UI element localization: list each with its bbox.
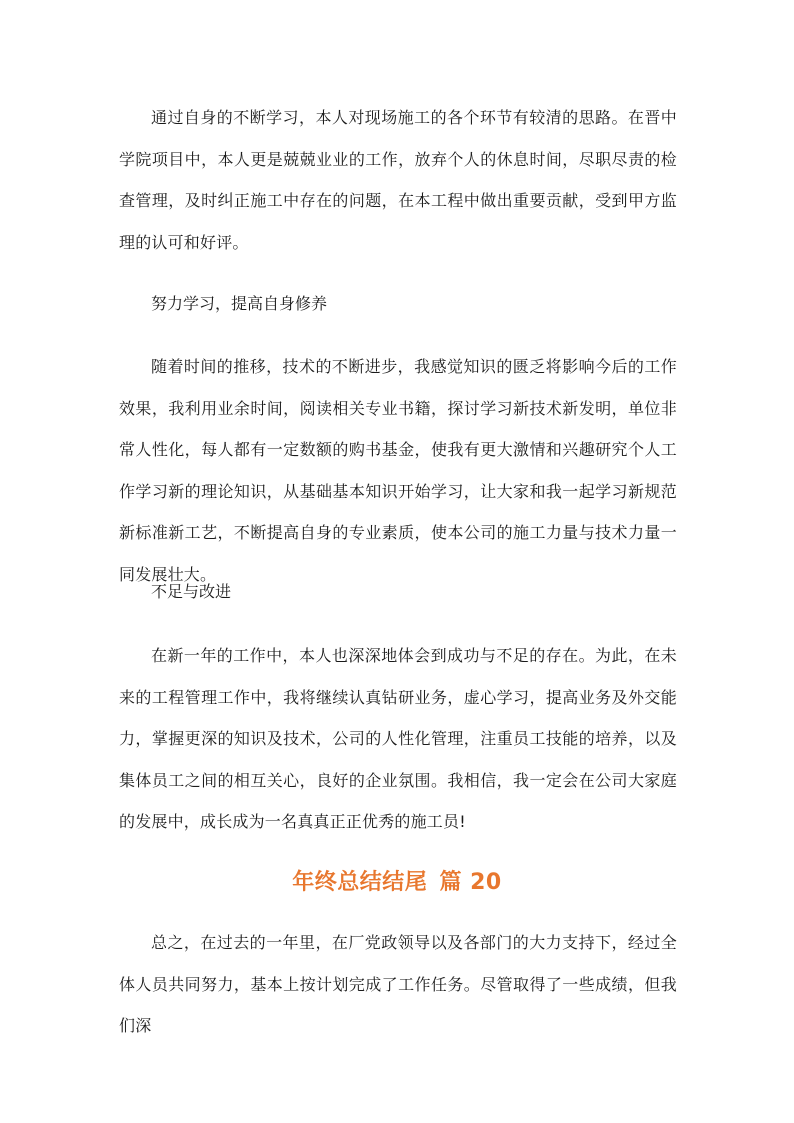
paragraph-conclusion: 总之，在过去的一年里，在厂党政领导以及各部门的大力支持下，经过全体人员共同努力，基本上按计划完成了工作任务。尽管取得了一些成绩，但我们深 [119, 933, 677, 1035]
subheading-study-improve: 努力学习，提高自身修养 [151, 294, 328, 313]
section-title-text: 年终总结结尾 [292, 870, 428, 895]
section-number: 篇 20 [439, 870, 502, 895]
paragraph-self-learning: 通过自身的不断学习，本人对现场施工的各个环节有较清的思路。在晋中学院项目中，本人更是兢兢业业的工作，放弃个人的休息时间，尽职尽责的检查管理，及时纠正施工中存在的问题，在本工程中做出重要贡献，受到甲方监理的认可和好评。 [119, 108, 677, 252]
paragraph-new-year-work: 在新一年的工作中，本人也深深地体会到成功与不足的存在。为此，在未来的工程管理工作中，我将继续认真钻研业务，虚心学习，提高业务及外交能力，掌握更深的知识及技术，公司的人性化管理，注重员工技能的培养，以及集体员工之间的相互关心，良好的企业氛围。我相信，我一定会在公司大家庭的发展中，成长成为一名真真正正优秀的施工员! [119, 646, 677, 831]
section-title [0, 866, 794, 900]
paragraph-technology-progress: 随着时间的推移，技术的不断进步，我感觉知识的匮乏将影响今后的工作效果，我利用业余时间，阅读相关专业书籍，探讨学习新技术新发明，单位非常人性化，每人都有一定数额的购书基金，使我有更大激情和兴趣研究个人工作学习新的理论知识，从基础基本知识开始学习，让大家和我一起学习新规范新标准新工艺，不断提高自身的专业素质，使本公司的施工力量与技术力量一同发展壮大。 [119, 357, 677, 584]
subheading-shortcomings: 不足与改进 [151, 582, 232, 601]
